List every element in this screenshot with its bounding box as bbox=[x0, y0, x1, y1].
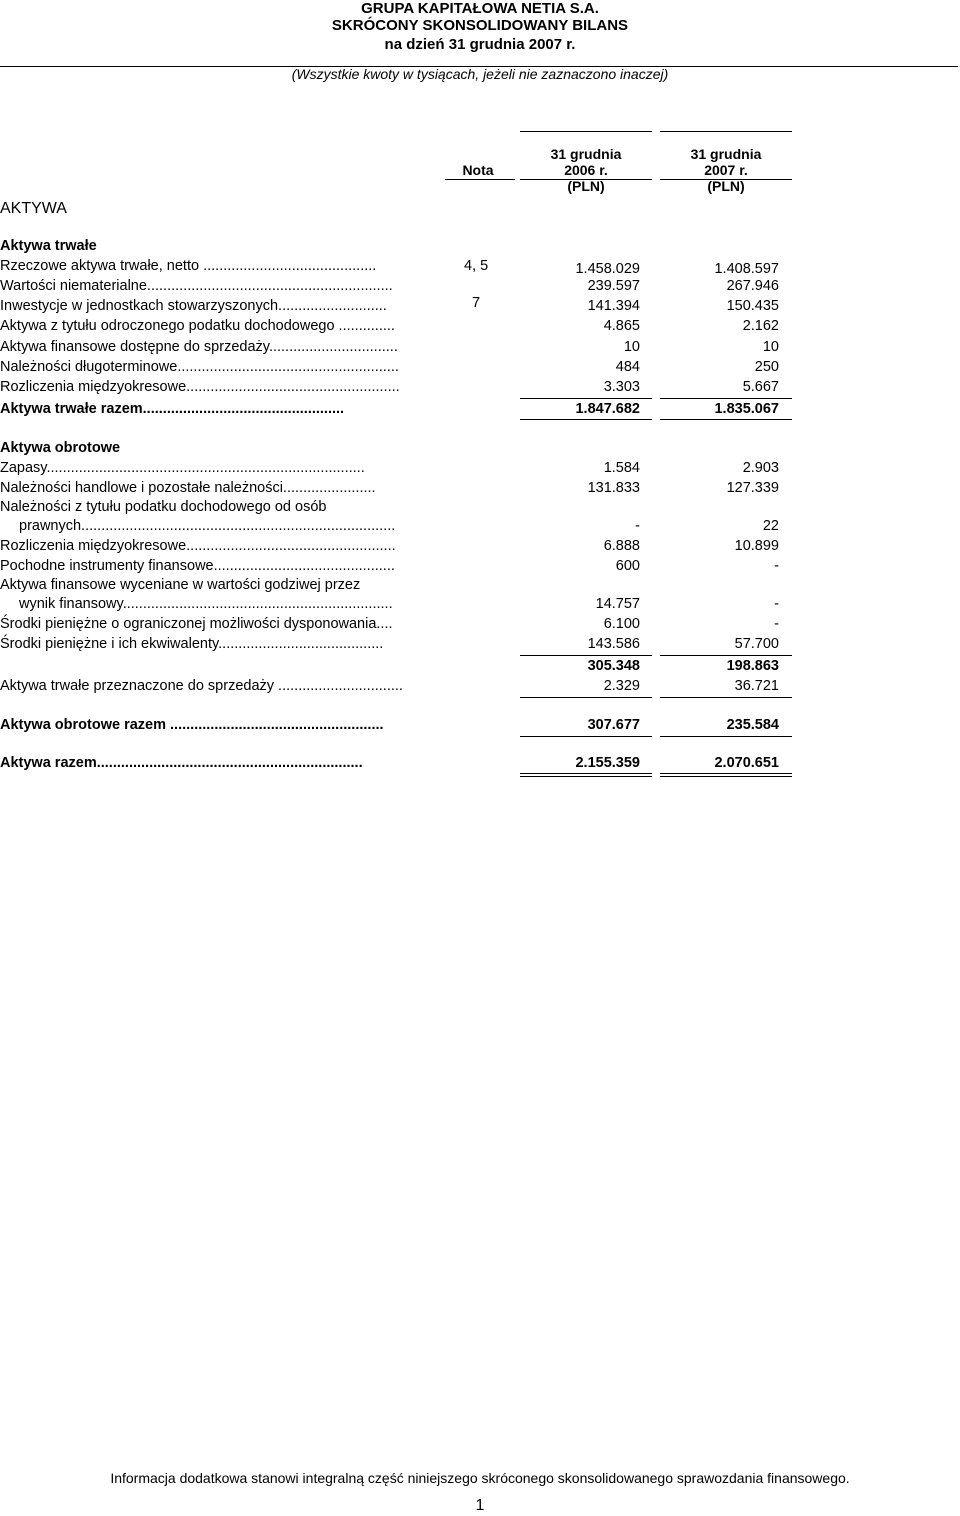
row-value-2007: 36.721 bbox=[734, 678, 779, 694]
table-row-total-current bbox=[0, 717, 960, 737]
grand-total-rule-2007 bbox=[660, 773, 792, 777]
table-row bbox=[0, 616, 960, 636]
table-row bbox=[0, 379, 960, 399]
row-value-2007: 2.070.651 bbox=[714, 755, 779, 771]
col1-header-line3: (PLN) bbox=[567, 178, 605, 194]
row-label: Wartości niematerialne............................................................. bbox=[0, 278, 393, 294]
section-current-assets: Aktywa obrotowe bbox=[0, 440, 121, 456]
section-heading-aktywa: AKTYWA bbox=[0, 200, 67, 217]
table-row bbox=[0, 339, 960, 359]
row-label: Aktywa finansowe dostępne do sprzedaży................................ bbox=[0, 339, 398, 355]
row-label: prawnych.............................................................................. bbox=[19, 518, 396, 534]
row-value-2007: 150.435 bbox=[726, 298, 779, 314]
row-value-2007: - bbox=[774, 596, 779, 612]
col1-header-line1: 31 grudnia bbox=[550, 146, 622, 162]
row-value-2007: 2.903 bbox=[742, 460, 779, 476]
row-label: Rozliczenia międzyokresowe..................................................... bbox=[0, 379, 400, 395]
table-row bbox=[0, 258, 960, 278]
row-value-2007: 10.899 bbox=[734, 538, 779, 554]
row-value-2007: - bbox=[774, 616, 779, 632]
table-row bbox=[0, 636, 960, 656]
row-value-2006: 6.100 bbox=[603, 616, 640, 632]
row-value-2007: 235.584 bbox=[726, 717, 779, 733]
row-value-2006: 3.303 bbox=[603, 379, 640, 395]
row-value-2006: 141.394 bbox=[587, 298, 640, 314]
table-row bbox=[0, 295, 960, 318]
col2-top-rule bbox=[660, 131, 792, 132]
row-value-2006: 10 bbox=[623, 339, 640, 355]
row-nota: 4, 5 bbox=[464, 258, 489, 274]
row-label: Aktywa z tytułu odroczonego podatku dochodowego .............. bbox=[0, 318, 395, 334]
row-nota: 7 bbox=[472, 295, 481, 311]
col2-header-line3: (PLN) bbox=[707, 178, 745, 194]
document-title: SKRÓCONY SKONSOLIDOWANY BILANS bbox=[331, 17, 629, 34]
col2-header bbox=[660, 146, 792, 194]
row-value-2007: - bbox=[774, 558, 779, 574]
table-row bbox=[0, 596, 960, 616]
subtotal-rule-2006 bbox=[520, 398, 652, 399]
page-number: 1 bbox=[475, 1497, 485, 1514]
table-row bbox=[0, 577, 960, 597]
col2-mid-rule bbox=[660, 179, 792, 180]
col1-header-line2: 2006 r. bbox=[564, 162, 608, 178]
subtotal-rule-2006 bbox=[520, 697, 652, 698]
row-value-2007: 1.408.597 bbox=[714, 261, 779, 277]
row-value-2006: - bbox=[635, 518, 640, 534]
row-value-2007: 250 bbox=[754, 359, 779, 375]
row-value-2007: 267.946 bbox=[726, 278, 779, 294]
total-rule-2007 bbox=[660, 419, 792, 420]
row-value-2006: 307.677 bbox=[587, 717, 640, 733]
row-label: Inwestycje w jednostkach stowarzyszonych........................... bbox=[0, 298, 387, 314]
row-value-2006: 14.757 bbox=[595, 596, 640, 612]
total-rule-2007 bbox=[660, 736, 792, 737]
row-value-2006: 305.348 bbox=[587, 658, 640, 674]
row-label: Aktywa trwałe przeznaczone do sprzedaży ............................... bbox=[0, 678, 403, 694]
col2-header-line2: 2007 r. bbox=[704, 162, 748, 178]
row-value-2006: 4.865 bbox=[603, 318, 640, 334]
row-value-2006: 143.586 bbox=[587, 636, 640, 652]
table-row bbox=[0, 318, 960, 338]
section-fixed-assets: Aktywa trwałe bbox=[0, 238, 97, 254]
company-name: GRUPA KAPITAŁOWA NETIA S.A. bbox=[361, 0, 599, 17]
row-value-2006: 2.155.359 bbox=[575, 755, 640, 771]
row-label: Rozliczenia międzyokresowe.................................................... bbox=[0, 538, 396, 554]
row-label: Środki pieniężne i ich ekwiwalenty......................................... bbox=[0, 636, 384, 652]
col2-header-line1: 31 grudnia bbox=[690, 146, 762, 162]
table-row bbox=[0, 678, 960, 698]
subtotal-rule-2007 bbox=[660, 655, 792, 656]
row-value-2006: 484 bbox=[615, 359, 640, 375]
table-row bbox=[0, 480, 960, 500]
table-row bbox=[0, 518, 960, 538]
row-label: wynik finansowy................................................................... bbox=[19, 596, 393, 612]
row-value-2007: 10 bbox=[762, 339, 779, 355]
table-row-subtotal bbox=[0, 658, 960, 678]
footer-note: Informacja dodatkowa stanowi integralną część niniejszego skróconego skonsolidowanego sprawozdania finansowego. bbox=[110, 1470, 850, 1486]
subtotal-rule-2007 bbox=[660, 697, 792, 698]
row-value-2006: 1.458.029 bbox=[575, 261, 640, 277]
row-value-2006: 239.597 bbox=[587, 278, 640, 294]
nota-rule bbox=[445, 179, 515, 180]
row-label: Należności z tytułu podatku dochodowego od osób bbox=[0, 499, 327, 515]
row-label: Aktywa finansowe wyceniane w wartości godziwej przez bbox=[0, 577, 361, 593]
subtotal-rule-2006 bbox=[520, 655, 652, 656]
row-label: Należności długoterminowe....................................................... bbox=[0, 359, 399, 375]
table-row bbox=[0, 460, 960, 480]
row-value-2007: 2.162 bbox=[742, 318, 779, 334]
row-label: Aktywa razem.................................................................. bbox=[0, 755, 363, 771]
row-label: Środki pieniężne o ograniczonej możliwości dysponowania.... bbox=[0, 616, 393, 632]
row-label: Pochodne instrumenty finansowe............................................. bbox=[0, 558, 395, 574]
col1-mid-rule bbox=[520, 179, 652, 180]
col1-top-rule bbox=[520, 131, 652, 132]
row-value-2007: 1.835.067 bbox=[714, 401, 779, 417]
nota-header: Nota bbox=[462, 162, 494, 178]
table-row bbox=[0, 558, 960, 578]
row-value-2007: 127.339 bbox=[726, 480, 779, 496]
subtotal-rule-2007 bbox=[660, 398, 792, 399]
row-value-2006: 2.329 bbox=[603, 678, 640, 694]
row-label: Aktywa obrotowe razem ..................................................... bbox=[0, 717, 384, 733]
grand-total-rule-2006 bbox=[520, 773, 652, 777]
table-row bbox=[0, 538, 960, 558]
row-value-2006: 1.584 bbox=[603, 460, 640, 476]
table-row bbox=[0, 359, 960, 379]
document-date: na dzień 31 grudnia 2007 r. bbox=[384, 36, 576, 53]
row-value-2007: 198.863 bbox=[726, 658, 779, 674]
col1-header bbox=[520, 146, 652, 194]
total-rule-2006 bbox=[520, 736, 652, 737]
total-rule-2006 bbox=[520, 419, 652, 420]
row-label: Zapasy............................................................................... bbox=[0, 460, 365, 476]
row-value-2006: 131.833 bbox=[587, 480, 640, 496]
row-value-2006: 600 bbox=[615, 558, 640, 574]
row-label: Aktywa trwałe razem.................................................. bbox=[0, 401, 345, 417]
amount-note: (Wszystkie kwoty w tysiącach, jeżeli nie zaznaczono inaczej) bbox=[291, 66, 669, 82]
row-label: Należności handlowe i pozostałe należności....................... bbox=[0, 480, 376, 496]
row-value-2007: 5.667 bbox=[742, 379, 779, 395]
row-value-2007: 22 bbox=[762, 518, 779, 534]
row-value-2006: 6.888 bbox=[603, 538, 640, 554]
table-row bbox=[0, 499, 960, 519]
row-label: Rzeczowe aktywa trwałe, netto ........................................... bbox=[0, 258, 377, 274]
row-value-2007: 57.700 bbox=[734, 636, 779, 652]
row-value-2006: 1.847.682 bbox=[575, 401, 640, 417]
table-row-total-assets bbox=[0, 755, 960, 775]
table-row-total-fixed bbox=[0, 401, 960, 421]
